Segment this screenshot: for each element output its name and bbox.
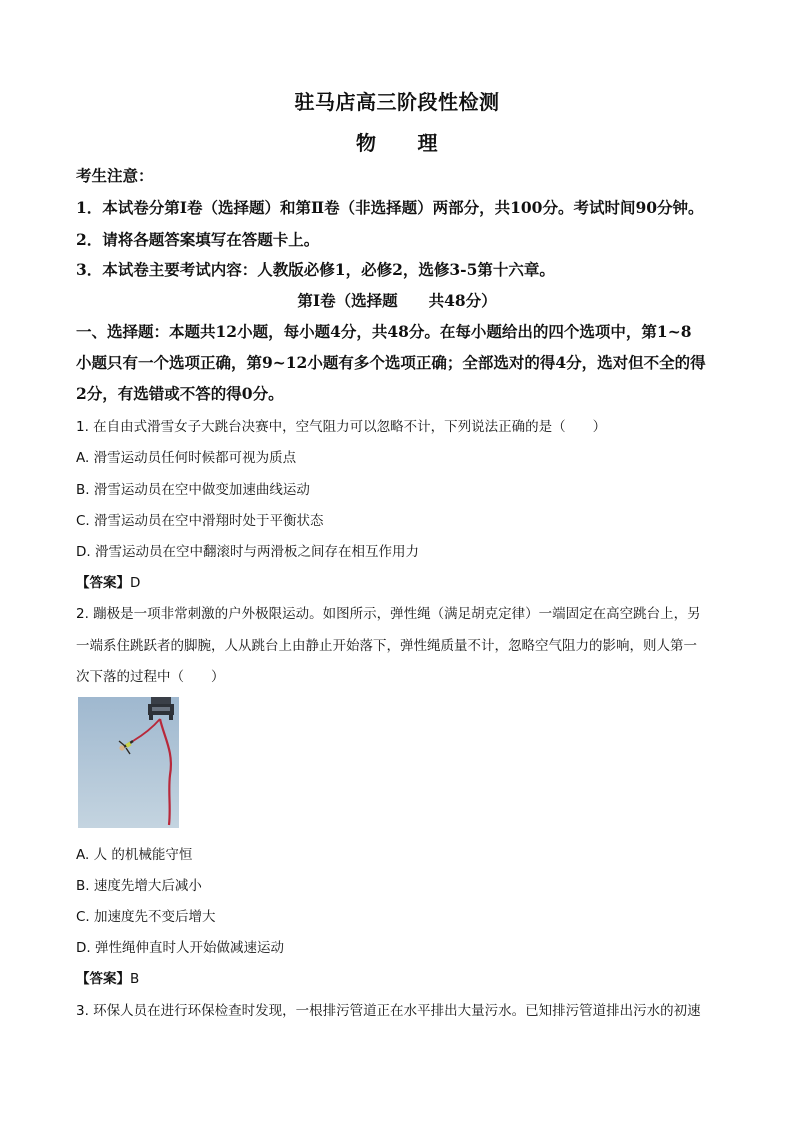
section-title: 第Ⅰ卷（选择题 共48分） [297, 291, 497, 310]
question-2-option-d: D. 弹性绳伸直时人开始做减速运动 [76, 940, 284, 956]
question-1-stem: 1. 在自由式滑雪女子大跳台决赛中，空气阻力可以忽略不计，下列说法正确的是（ ） [76, 419, 607, 435]
answer-label: 【答案】 [76, 971, 130, 987]
question-2-stem-line-1: 2. 蹦极是一项非常刺激的户外极限运动。如图所示，弹性绳（满足胡克定律）一端固定在高空跳台上，另 [76, 606, 701, 622]
notice-heading: 考生注意： [76, 166, 154, 185]
question-2-answer [76, 967, 139, 987]
exam-title: 驻马店高三阶段性检测 [294, 90, 500, 114]
question-2-stem-line-2: 一端系住跳跃者的脚腕，人从跳台上由静止开始落下，弹性绳质量不计，忽略空气阻力的影响，则人第一 [76, 638, 697, 654]
bungee-jump-image [78, 697, 179, 828]
question-1-answer [76, 571, 140, 591]
question-1-option-d: D. 滑雪运动员在空中翻滚时与两滑板之间存在相互作用力 [76, 544, 419, 560]
question-2-option-b: B. 速度先增大后减小 [76, 878, 202, 894]
question-1-option-a: A. 滑雪运动员任何时候都可视为质点 [76, 450, 297, 466]
section-instruction-line-3: 2分，有选错或不答的得0分。 [76, 384, 284, 403]
question-2-stem-line-3: 次下落的过程中（ ） [76, 669, 225, 685]
question-2-option-c: C. 加速度先不变后增大 [76, 909, 216, 925]
answer-value: D [130, 575, 141, 591]
notice-item-3: 3．本试卷主要考试内容：人教版必修1，必修2，选修3-5第十六章。 [76, 260, 555, 279]
section-instruction-line-1: 一、选择题：本题共12小题，每小题4分，共48分。在每小题给出的四个选项中，第1~8 [76, 322, 692, 341]
question-2-option-a: A. 人 的机械能守恒 [76, 847, 193, 863]
answer-label: 【答案】 [76, 575, 130, 591]
answer-value: B [130, 971, 140, 987]
section-instruction-line-2: 小题只有一个选项正确，第9~12小题有多个选项正确；全部选对的得4分，选对但不全的得 [76, 353, 706, 372]
question-1-option-b: B. 滑雪运动员在空中做变加速曲线运动 [76, 482, 310, 498]
question-3-stem-line-1: 3. 环保人员在进行环保检查时发现，一根排污管道正在水平排出大量污水。已知排污管道排出污水的初速 [76, 1003, 701, 1019]
subject-title: 物 理 [356, 131, 438, 155]
bungee-jump-figure [78, 697, 179, 828]
question-1-option-c: C. 滑雪运动员在空中滑翔时处于平衡状态 [76, 513, 324, 529]
notice-item-2: 2．请将各题答案填写在答题卡上。 [76, 230, 320, 249]
notice-item-1: 1．本试卷分第Ⅰ卷（选择题）和第Ⅱ卷（非选择题）两部分，共100分。考试时间90分钟。 [76, 198, 704, 217]
